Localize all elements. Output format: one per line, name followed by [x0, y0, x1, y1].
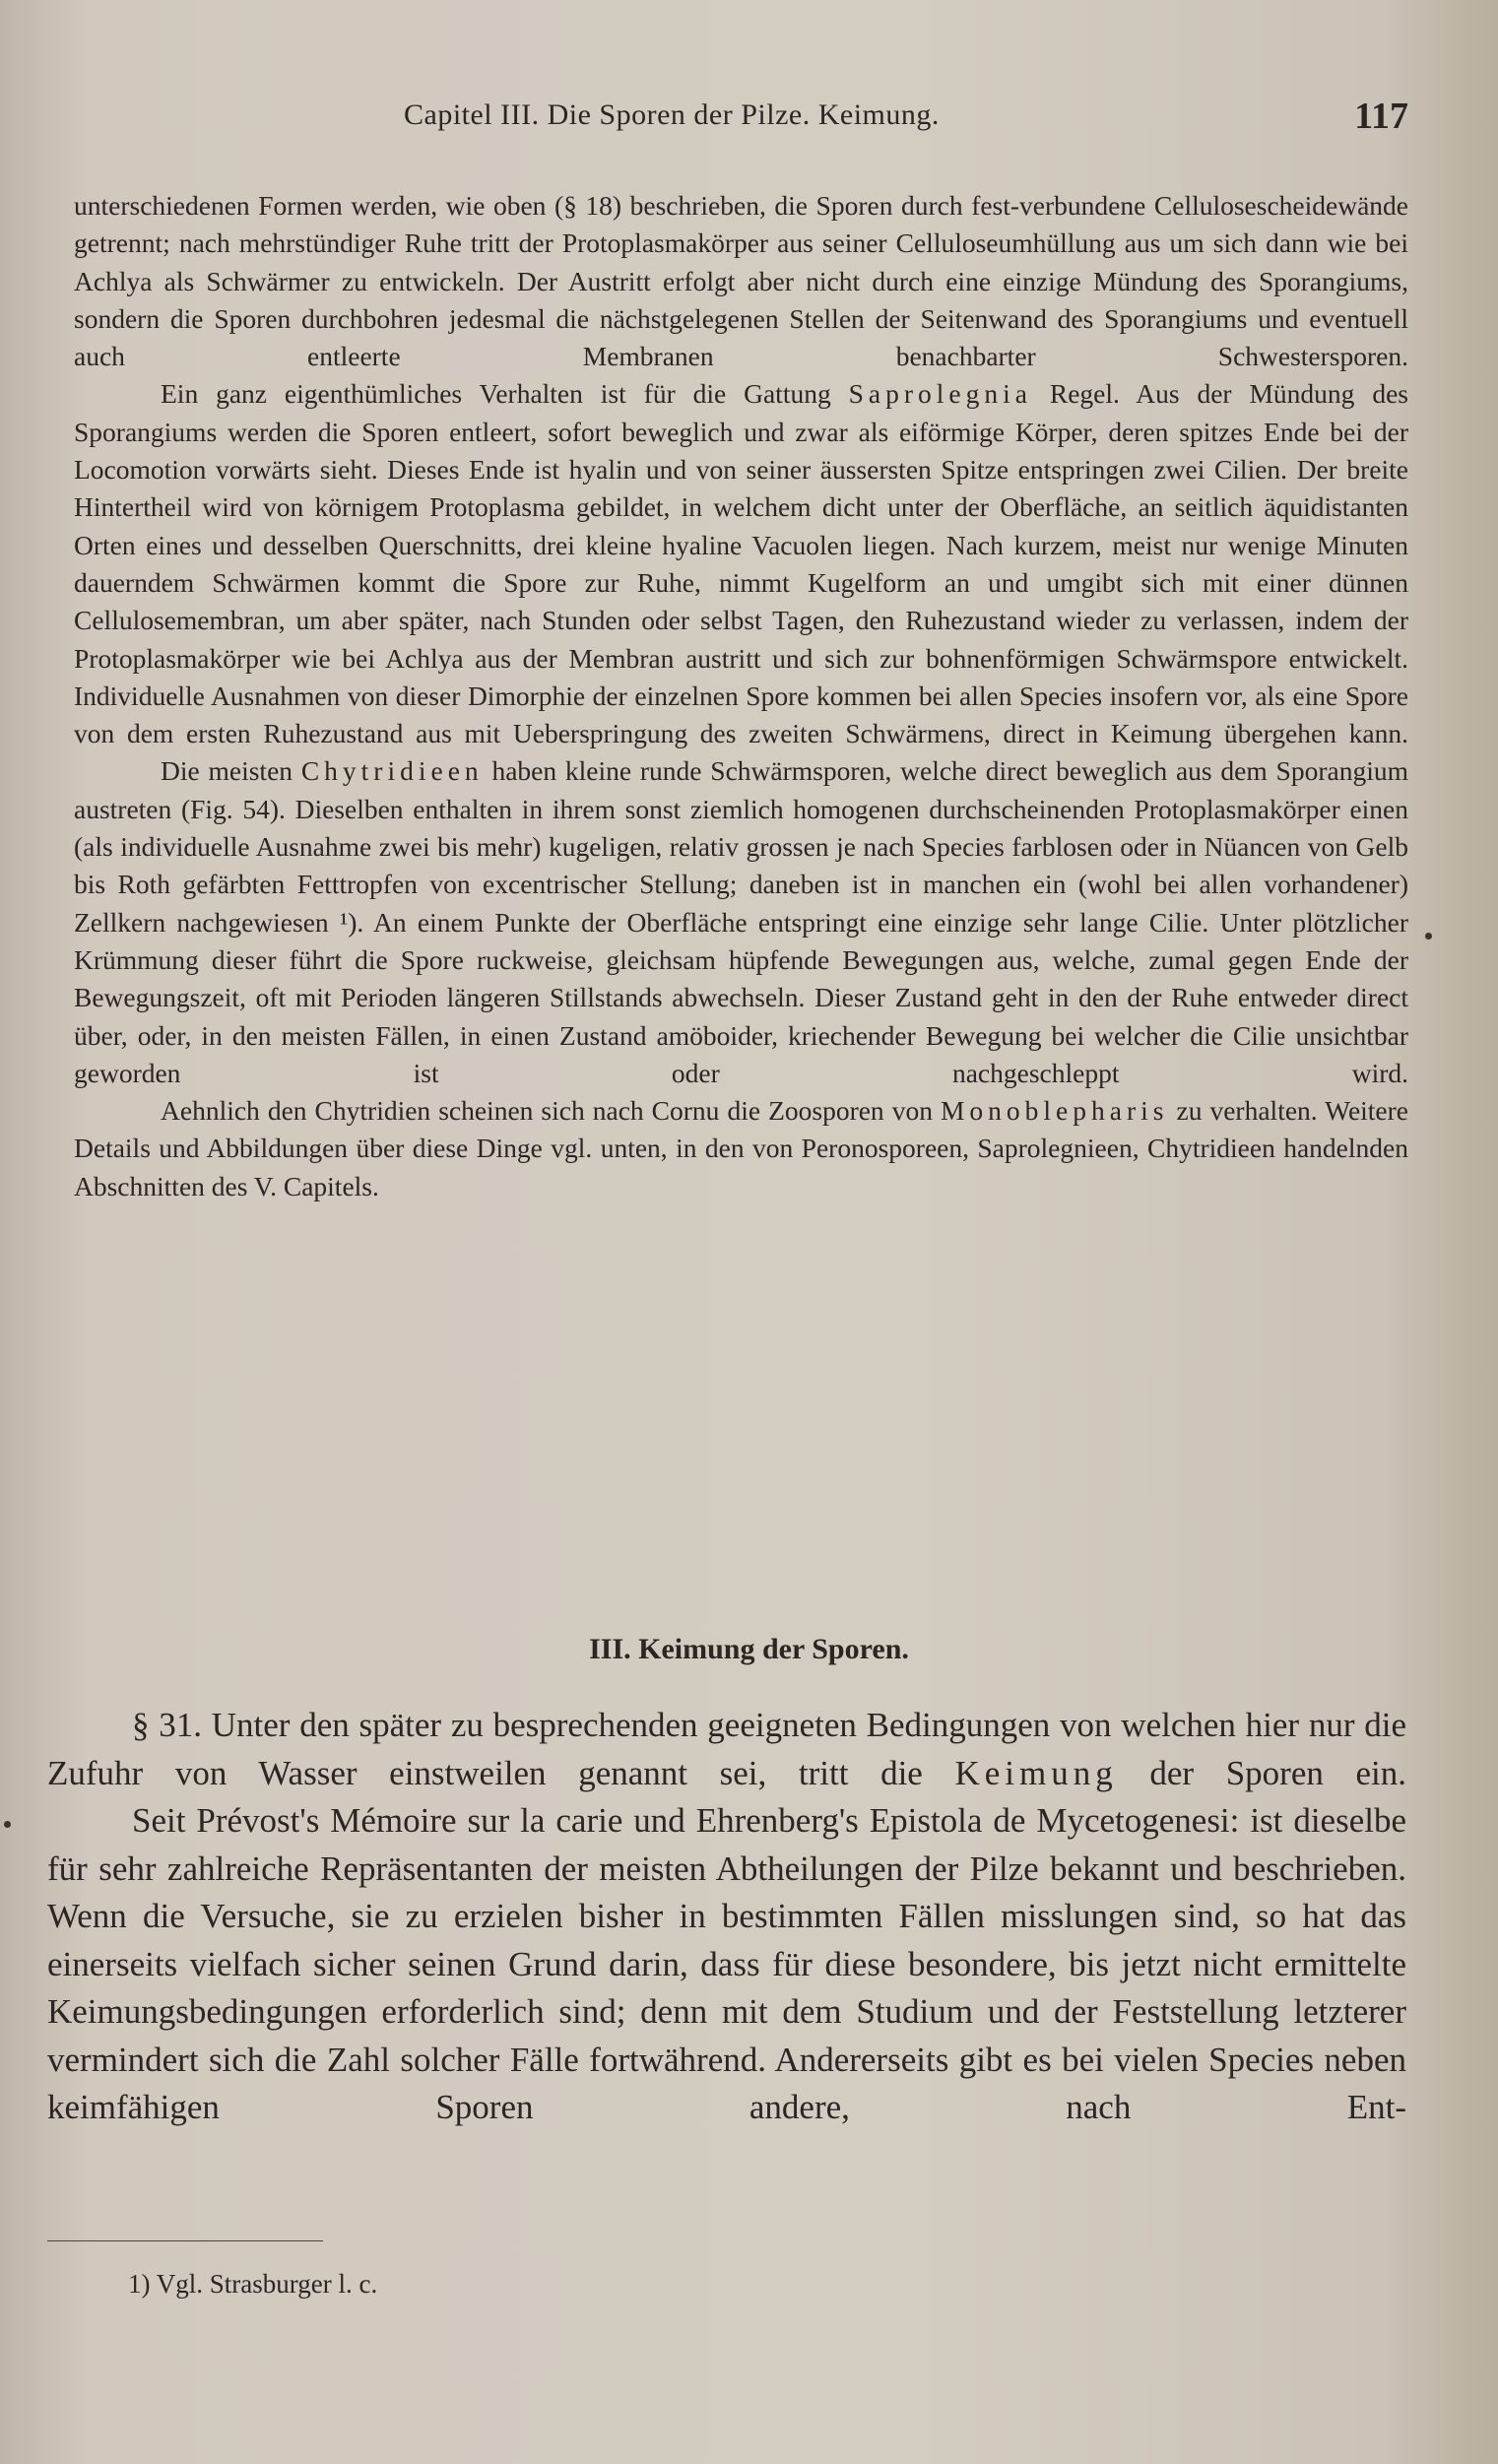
- running-title: Capitel III. Die Sporen der Pilze. Keimung.: [404, 98, 940, 131]
- paragraph: [74, 1092, 1408, 1205]
- page-number: 117: [1354, 96, 1408, 137]
- paragraph: [74, 187, 1408, 375]
- text-run: Seit Prévost's Mémoire sur la carie und Ehrenberg's Epistola de Mycetogenesi: ist dieselbe für sehr zahlreiche Repräsentanten der meisten Abtheilungen der Pilze bekannt und beschrieben. Wenn die Versuche, sie zu erzielen bisher in bestimmten Fällen misslungen sind, so hat das einerseits vielfach sicher seinen Grund darin, dass für diese besondere, bis jetzt nicht ermittelte Keimungsbedingungen erforderlich sind; denn mit dem Studium und der Feststellung letzterer vermindert sich die Zahl solcher Fälle fortwährend. Andererseits gibt es bei vielen Species neben keimfähigen Sporen andere, nach Ent-: [47, 1801, 1406, 2126]
- paragraph: [74, 375, 1408, 752]
- text-run: § 31. Unter den später zu besprechenden geeigneten Bedingungen von welchen hier nur die Zufuhr von Wasser einstweilen genannt sei, tritt die: [47, 1706, 1406, 1792]
- body-text-small: [74, 187, 1408, 1205]
- text-run: Regel. Aus der Mündung des Sporangiums werden die Sporen entleert, sofort beweglich und zwar als eiförmige Körper, deren spitzes Ende bei der Locomotion vorwärts sieht. Dieses Ende ist hyalin und von seiner äussersten Spitze entspringen zwei Cilien. Der breite Hintertheil wird von körnigem Protoplasma gebildet, in welchem dicht unter der Oberfläche, an seitlich äquidistanten Orten eines und desselben Querschnitts, drei kleine hyaline Vacuolen liegen. Nach kurzem, meist nur wenige Minuten dauerndem Schwärmen kommt die Spore zur Ruhe, nimmt Kugelform an und umgibt sich mit einer dünnen Cellulosemembran, um aber später, nach Stunden oder selbst Tagen, den Ruhezustand wieder zu verlassen, indem der Protoplasmakörper wie bei Achlya aus der Membran austritt und sich zur bohnenförmigen Schwärmspore entwickelt. Individuelle Ausnahmen von dieser Dimorphie der einzelnen Spore kommen bei allen Species insofern vor, als eine Spore von dem ersten Ruhezustand aus mit Ueberspringung des zweiten Schwärmens, direct in Keimung übergehen kann.: [74, 378, 1408, 749]
- text-run: Ein ganz eigenthümliches Verhalten ist für die Gattung: [161, 378, 849, 410]
- text-run: Aehnlich den Chytridien scheinen sich nach Cornu die Zoosporen von: [161, 1095, 941, 1127]
- spaced-term: Chytridieen: [300, 755, 484, 787]
- margin-mark: [1425, 933, 1432, 940]
- text-run: zu verhalten. Weitere Details und Abbildungen über diese Dinge vgl. unten, in den von Peronosporeen, Saprolegnieen, Chytridieen handelnden Abschnitten des V. Capitels.: [74, 1095, 1408, 1201]
- spaced-term: Keimung: [954, 1753, 1118, 1792]
- spaced-term: Monoblepharis: [940, 1095, 1169, 1127]
- text-run: der Sporen ein.: [1117, 1753, 1406, 1792]
- text-run: Die meisten: [161, 755, 301, 787]
- section-heading: III. Keimung der Sporen.: [589, 1633, 909, 1665]
- running-header: [69, 98, 1408, 150]
- paragraph: [47, 1797, 1406, 2132]
- margin-mark: [4, 1821, 11, 1828]
- paragraph: [74, 752, 1408, 1092]
- text-run: haben kleine runde Schwärmsporen, welche direct beweglich aus dem Sporangium austreten (Fig. 54). Dieselben enthalten in ihrem sonst ziemlich homogenen durchscheinenden Protoplasmakörper einen (als individuelle Ausnahme zwei bis mehr) kugeligen, relativ grossen je nach Species farblosen oder in Nüancen von Gelb bis Roth gefärbten Fetttropfen von excentrischer Stellung; daneben ist in manchen ein (wohl bei allen vorhandener) Zellkern nachgewiesen ¹). An einem Punkte der Oberfläche entspringt eine einzige sehr lange Cilie. Unter plötzlicher Krümmung dieser führt die Spore ruckweise, gleichsam hüpfende Bewegungen aus, welche, zumal gegen Ende der Bewegungszeit, oft mit Perioden längeren Stillstands abwechseln. Dieser Zustand geht in den der Ruhe entweder direct über, oder, in den meisten Fällen, in einen Zustand amöboider, kriechender Bewegung bei welcher die Cilie unsichtbar geworden ist oder nachgeschleppt wird.: [74, 755, 1408, 1088]
- footnote-divider: [47, 2240, 323, 2241]
- footnote: 1) Vgl. Strasburger l. c.: [128, 2269, 378, 2299]
- body-text-large: [47, 1702, 1406, 2132]
- text-run: unterschiedenen Formen werden, wie oben (§ 18) beschrieben, die Sporen durch fest-verbundene Cellulosescheidewände getrennt; nach mehrstündiger Ruhe tritt der Protoplasmakörper aus seiner Celluloseumhüllung aus um sich dann wie bei Achlya als Schwärmer zu entwickeln. Der Austritt erfolgt aber nicht durch eine einzige Mündung des Sporangiums, sondern die Sporen durchbohren jedesmal die nächstgelegenen Stellen der Seitenwand des Sporangiums und eventuell auch entleerte Membranen benachbarter Schwestersporen.: [74, 190, 1408, 372]
- paragraph: [47, 1702, 1406, 1797]
- spaced-term: Saprolegnia: [848, 378, 1032, 410]
